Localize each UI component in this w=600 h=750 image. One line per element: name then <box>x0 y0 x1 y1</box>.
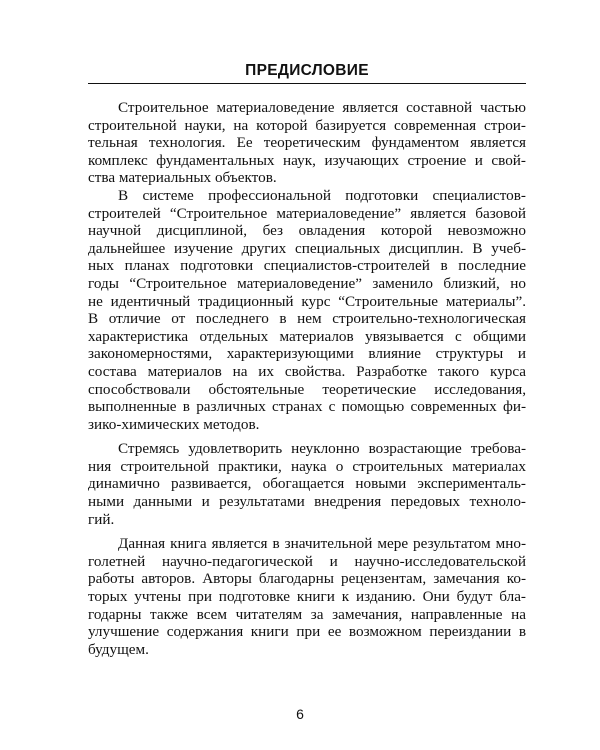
text-line: Данная книга является в значительной мере результатом мно- <box>118 535 526 553</box>
text-line: строителей “Строительное материаловедение” является базовой <box>88 204 526 222</box>
text-line: не идентичный традиционный курс “Строительные материалы”. <box>88 292 526 310</box>
text-line: закономерностями, характеризующими влияние структуры и <box>88 345 526 363</box>
paragraph-2 <box>88 187 526 433</box>
paragraph-3 <box>88 440 526 528</box>
text-line: Стремясь удовлетворить неуклонно возрастающие требова- <box>118 440 526 458</box>
text-line: работы авторов. Авторы благодарны рецензентам, замечания ко- <box>88 570 526 588</box>
text-line: В системе профессиональной подготовки специалистов- <box>118 186 526 204</box>
text-line: выполненные в различных странах с помощью современных фи- <box>88 398 526 416</box>
paragraph-1 <box>88 99 526 187</box>
text-line: комплекс фундаментальных наук, изучающих строение и свой- <box>88 151 526 169</box>
page-title: ПРЕДИСЛОВИЕ <box>88 62 526 84</box>
body-text <box>88 99 526 658</box>
text-line: В отличие от последнего в нем строительно-технологическая <box>88 310 526 328</box>
text-line: ных планах подготовки специалистов-строителей в последние <box>88 257 526 275</box>
text-line: будущем. <box>88 640 149 658</box>
page-number: 6 <box>296 706 304 722</box>
text-line: ства материальных объектов. <box>88 169 277 187</box>
text-line: тельная технология. Ее теоретическим фундаментом является <box>88 134 526 152</box>
text-line: ния строительной практики, наука о строительных материалах <box>88 457 526 475</box>
text-line: торых учтены при подготовке книги к изданию. Они будут бла- <box>88 588 526 606</box>
text-line: улучшение содержания книги при ее возможном переиздании в <box>88 623 526 641</box>
text-line: зико-химических методов. <box>88 415 260 433</box>
text-line: дальнейшее изучение других специальных дисциплин. В учеб- <box>88 239 526 257</box>
text-line: характеристика отдельных материалов увязывается с общими <box>88 327 526 345</box>
paragraph-4 <box>88 535 526 658</box>
text-line: Строительное материаловедение является составной частью <box>118 99 526 116</box>
text-line: способствовали обстоятельные теоретические исследования, <box>88 380 526 398</box>
text-line: голетней научно-педагогической и научно-исследовательской <box>88 552 526 570</box>
text-line: строительной науки, на которой базируется современная строи- <box>88 116 526 134</box>
text-line: состава материалов на их свойства. Разработке такого курса <box>88 362 526 380</box>
text-line: динамично развивается, обогащается новыми эксперименталь- <box>88 475 526 493</box>
text-line: годы “Строительное материаловедение” заменило близкий, но <box>88 274 526 292</box>
text-line: годарны также всем читателям за замечания, направленные на <box>88 605 526 623</box>
text-line: научной дисциплиной, без овладения которой невозможно <box>88 222 526 240</box>
text-line: ными данными и результатами внедрения передовых техноло- <box>88 493 526 511</box>
text-line: гий. <box>88 510 115 528</box>
